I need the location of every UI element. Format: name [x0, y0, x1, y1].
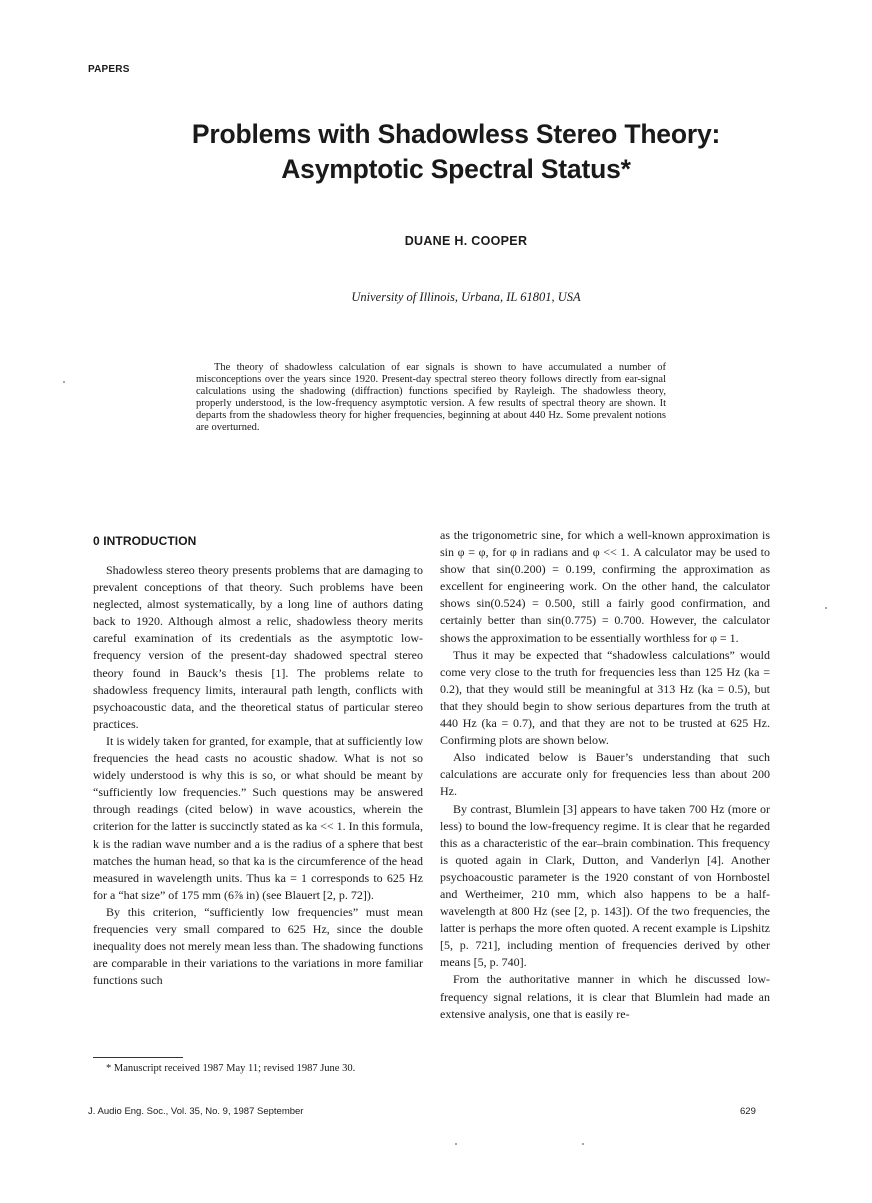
scan-speck: [455, 1143, 457, 1145]
paragraph: Also indicated below is Bauer’s understanding that such calculations are accurate only for frequencies less than about 200 Hz.: [440, 750, 770, 799]
paragraph: as the trigonometric sine, for which a well-known approximation is sin φ = φ, for φ in radians and φ << 1. A calculator may be used to show that sin(0.200) = 0.199, confirming the approximation as excellent for engineering work. On the other hand, the calculator shows sin(0.524) = 0.500, still a fairly good confirmation, and certainly better than sin(0.775) = 0.700. However, the calculator shows the approximation to be essentially worthless for φ = 1.: [440, 528, 770, 645]
footnote-divider: [93, 1057, 183, 1058]
affiliation-block: [0, 290, 872, 305]
section-heading: 0 INTRODUCTION: [93, 534, 197, 548]
article-title: [0, 117, 872, 187]
author-name: DUANE H. COOPER: [404, 234, 528, 248]
author-affiliation: University of Illinois, Urbana, IL 61801, USA: [351, 290, 581, 304]
author-block: [0, 234, 872, 248]
running-head: PAPERS: [88, 64, 130, 75]
scan-speck: [582, 1143, 584, 1145]
paragraph: By this criterion, “sufficiently low frequencies” must mean frequencies very small compared to 625 Hz, since the double inequality does not merely mean less than. The shadowing functions are comparable in their variations to the variations in more familiar functions such: [93, 904, 423, 988]
abstract: The theory of shadowless calculation of ear signals is shown to have accumulated a number of misconceptions over the years since 1920. Present-day spectral stereo theory follows directly from ear-signal calculations using the shadowing (diffraction) functions specified by Rayleigh. The shadowless theory, properly understood, is the low-frequency asymptotic version. A few results of spectral theory are shown. It departs from the shadowless theory for higher frequencies, beginning at about 440 Hz. Some prevalent notions are overturned.: [196, 362, 666, 434]
paragraph: By contrast, Blumlein [3] appears to have taken 700 Hz (more or less) to bound the low-frequency regime. It is clear that he regarded this as a characteristic of the ear–brain combination. This frequency is quoted again in Clark, Dutton, and Vanderlyn [4]. Another psychoacoustic parameter is the 1920 constant of von Hornbostel and Wertheimer, 210 mm, which also happens to be a half-wavelength at 800 Hz (see [2, p. 143]). Of the two frequencies, the latter is perhaps the more often quoted. A recent example is Lipshitz [5, p. 721], including mention of frequencies derived by other means [5, p. 740].: [440, 801, 770, 970]
scan-speck: [825, 607, 827, 609]
paragraph: From the authoritative manner in which he discussed low-frequency signal relations, it is clear that Blumlein had made an extensive analysis, one that is easily re-: [440, 972, 770, 1021]
footnote: * Manuscript received 1987 May 11; revised 1987 June 30.: [106, 1063, 356, 1074]
page-number: 629: [740, 1106, 756, 1117]
right-column: [440, 527, 770, 1023]
title-line-1: Problems with Shadowless Stereo Theory:: [191, 119, 721, 149]
paragraph: Thus it may be expected that “shadowless calculations” would come very close to the truth for frequencies less than 125 Hz (ka = 0.2), that they would still be meaningful at 313 Hz (ka = 0.5), but that they should begin to show serious departures from the truth at 440 Hz (ka = 0.7), and that they are not to be trusted at 625 Hz. Confirming plots are shown below.: [440, 647, 770, 748]
paragraph: Shadowless stereo theory presents problems that are damaging to prevalent conceptions of that theory. Such problems have been neglected, almost systematically, by a long line of authors dating back to 1920. Although almost a relic, shadowless theory merits careful examination of its credentials as the asymptotic low-frequency version of the present-day shadowed spectral stereo theory found in Bauck’s thesis [1]. The problems relate to shadowless frequency limits, interaural path length, conflicts with psychoacoustic data, and the theoretical status of particular stereo practices.: [93, 563, 423, 731]
title-line-2: Asymptotic Spectral Status*: [281, 154, 631, 184]
journal-citation: J. Audio Eng. Soc., Vol. 35, No. 9, 1987 September: [88, 1106, 304, 1117]
scan-speck: [63, 381, 65, 383]
left-column: [93, 562, 423, 989]
paragraph: It is widely taken for granted, for example, that at sufficiently low frequencies the head casts no acoustic shadow. What is not so widely understood is why this is so, or what should be meant by “sufficiently low frequencies.” Such questions may be answered through readings (cited below) in wave acoustics, wherein the criterion for the latter is succinctly stated as ka << 1. In this formula, k is the radian wave number and a is the radius of a sphere that best matches the human head, so that ka is the circumference of the head measured in wavelength units. Thus ka = 1 corresponds to 625 Hz for a “hat size” of 175 mm (6⅞ in) (see Blauert [2, p. 72]).: [93, 733, 423, 902]
